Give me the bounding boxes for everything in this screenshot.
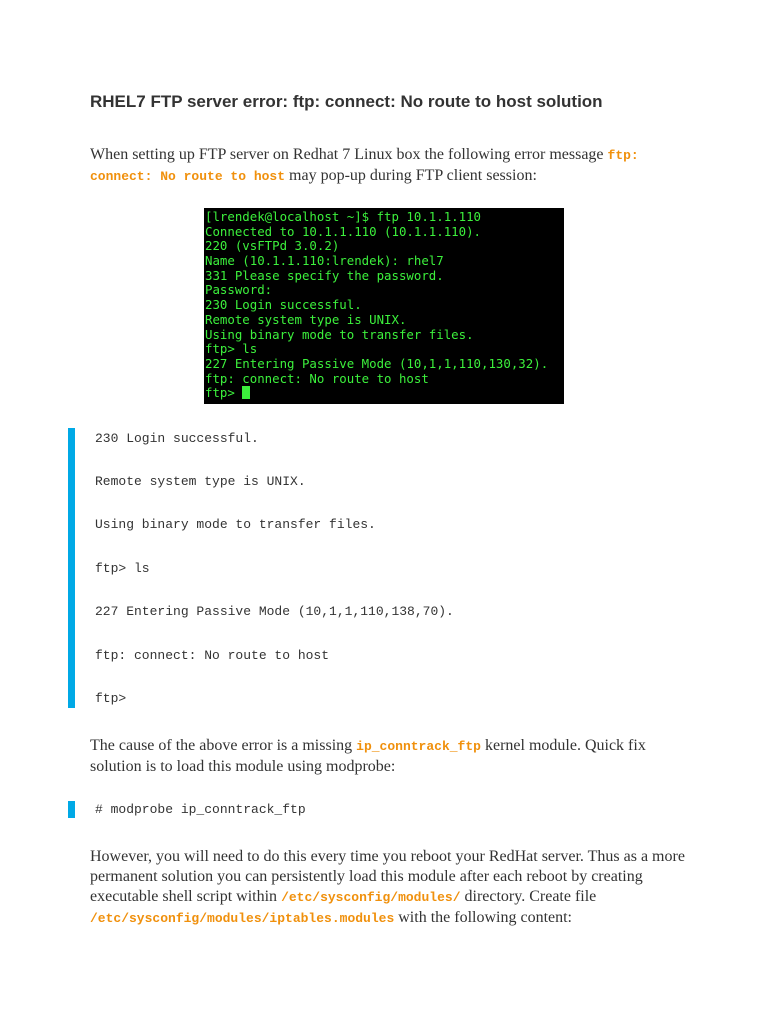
page-title: RHEL7 FTP server error: ftp: connect: No route to host solution: [90, 92, 603, 111]
modules-file-code: /etc/sysconfig/modules/iptables.modules: [90, 911, 395, 926]
permanent-paragraph: [90, 847, 690, 929]
quote-bar: [68, 428, 75, 708]
cause-inline-code: ip_conntrack_ftp: [356, 739, 481, 754]
terminal-cursor: [242, 386, 250, 399]
intro-inline-code: ftp: connect: No route to host: [90, 148, 639, 184]
terminal-line: ftp> ls: [205, 341, 258, 357]
terminal-screenshot: [204, 208, 564, 404]
modprobe-command: # modprobe ip_conntrack_ftp: [95, 802, 306, 817]
permanent-text-1: However, you will need to do this every time you reboot your RedHat server. Thus as a more permanent solution you can persistently load this module after each reboot by creating executable shell script within: [90, 848, 685, 905]
permanent-text-2: directory. Create file: [460, 888, 597, 905]
terminal-line: 220 (vsFTPd 3.0.2): [205, 238, 340, 254]
intro-paragraph: [90, 145, 690, 187]
terminal-line: Name (10.1.1.110:lrendek): rhel7: [205, 253, 444, 269]
intro-text-before: When setting up FTP server on Redhat 7 Linux box the following error message: [90, 146, 608, 163]
quote-line: ftp>: [95, 691, 127, 706]
terminal-line: Connected to 10.1.1.110 (10.1.1.110).: [205, 223, 482, 239]
quote-line: 227 Entering Passive Mode (10,1,1,110,138,70).: [95, 604, 454, 619]
quote-line: ftp: connect: No route to host: [95, 648, 330, 663]
command-bar: [68, 801, 75, 818]
terminal-line: 230 Login successful.: [205, 297, 362, 313]
terminal-line: 331 Please specify the password.: [205, 267, 444, 283]
cause-text-after: kernel module. Quick fix solution is to load this module using modprobe:: [90, 737, 646, 775]
terminal-line: Password:: [205, 282, 273, 298]
terminal-line: ftp: connect: No route to host: [205, 370, 429, 386]
permanent-text-3: with the following content:: [394, 909, 572, 926]
modules-dir-code: /etc/sysconfig/modules/: [281, 890, 461, 905]
cause-text-before: The cause of the above error is a missing: [90, 737, 357, 754]
terminal-line: Remote system type is UNIX.: [205, 311, 407, 327]
terminal-line: Using binary mode to transfer files.: [205, 326, 474, 342]
terminal-prompt-line: [205, 386, 564, 401]
terminal-prompt: ftp>: [205, 385, 243, 401]
quote-line: ftp> ls: [95, 561, 150, 576]
intro-text-after: may pop-up during FTP client session:: [285, 167, 537, 184]
quote-line: Remote system type is UNIX.: [95, 474, 306, 489]
terminal-line: 227 Entering Passive Mode (10,1,1,110,130,32).: [205, 355, 549, 371]
terminal-line: [lrendek@localhost ~]$ ftp 10.1.1.110: [205, 209, 482, 224]
quote-line: Using binary mode to transfer files.: [95, 517, 376, 532]
cause-paragraph: [90, 736, 690, 777]
quote-line: 230 Login successful.: [95, 431, 259, 446]
